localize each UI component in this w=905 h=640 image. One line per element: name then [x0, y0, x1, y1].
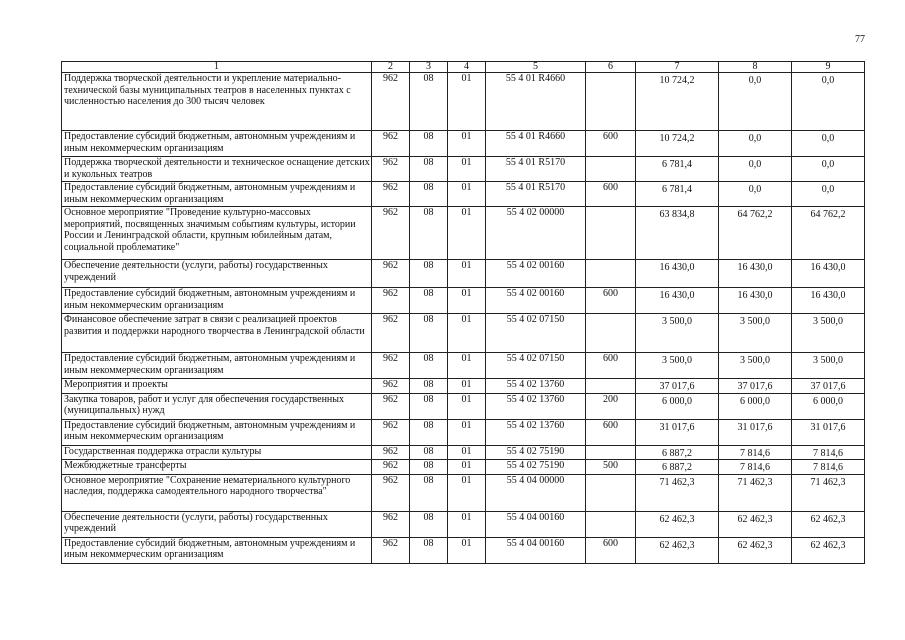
code-cell: 962 [372, 131, 410, 157]
subsection-cell: 01 [448, 182, 486, 207]
section-cell: 08 [410, 537, 448, 563]
code-cell: 962 [372, 260, 410, 288]
row-name-cell: Мероприятия и проекты [62, 379, 372, 394]
section-cell: 08 [410, 445, 448, 460]
subsection-cell: 01 [448, 445, 486, 460]
amount-year-3-cell: 0,0 [792, 131, 865, 157]
amount-year-2-cell: 16 430,0 [719, 288, 792, 314]
subsection-cell: 01 [448, 460, 486, 475]
row-name-cell: Предоставление субсидий бюджетным, автономным учреждениям и иным некоммерческим организациям [62, 182, 372, 207]
amount-year-3-cell: 3 500,0 [792, 353, 865, 379]
table-row [62, 537, 865, 563]
amount-year-2-cell: 64 762,2 [719, 207, 792, 260]
expense-type-cell [586, 379, 636, 394]
target-article-cell: 55 4 01 R5170 [486, 182, 586, 207]
amount-year-1-cell: 6 000,0 [636, 393, 719, 419]
expense-type-cell: 600 [586, 419, 636, 445]
column-header: 9 [792, 62, 865, 73]
section-cell: 08 [410, 157, 448, 182]
target-article-cell: 55 4 02 00000 [486, 207, 586, 260]
amount-year-1-cell: 62 462,3 [636, 537, 719, 563]
amount-year-3-cell: 7 814,6 [792, 460, 865, 475]
section-cell: 08 [410, 182, 448, 207]
amount-year-3-cell: 31 017,6 [792, 419, 865, 445]
expense-type-cell [586, 207, 636, 260]
code-cell: 962 [372, 73, 410, 131]
row-name-cell: Межбюджетные трансферты [62, 460, 372, 475]
section-cell: 08 [410, 288, 448, 314]
table-row [62, 182, 865, 207]
code-cell: 962 [372, 379, 410, 394]
table-body [62, 73, 865, 564]
expense-type-cell: 600 [586, 131, 636, 157]
target-article-cell: 55 4 02 13760 [486, 379, 586, 394]
section-cell: 08 [410, 511, 448, 537]
subsection-cell: 01 [448, 511, 486, 537]
section-cell: 08 [410, 131, 448, 157]
table-row [62, 511, 865, 537]
section-cell: 08 [410, 460, 448, 475]
row-name-cell: Предоставление субсидий бюджетным, автономным учреждениям и иным некоммерческим организациям [62, 419, 372, 445]
expense-type-cell [586, 73, 636, 131]
expense-type-cell: 600 [586, 353, 636, 379]
amount-year-2-cell: 62 462,3 [719, 511, 792, 537]
table-row [62, 288, 865, 314]
expense-type-cell [586, 157, 636, 182]
amount-year-3-cell: 64 762,2 [792, 207, 865, 260]
section-cell: 08 [410, 353, 448, 379]
table-row [62, 474, 865, 511]
amount-year-1-cell: 6 781,4 [636, 182, 719, 207]
column-header: 5 [486, 62, 586, 73]
subsection-cell: 01 [448, 131, 486, 157]
amount-year-2-cell: 37 017,6 [719, 379, 792, 394]
column-header: 3 [410, 62, 448, 73]
page-number: 77 [855, 34, 865, 45]
amount-year-3-cell: 3 500,0 [792, 314, 865, 353]
amount-year-3-cell: 6 000,0 [792, 393, 865, 419]
subsection-cell: 01 [448, 379, 486, 394]
target-article-cell: 55 4 02 75190 [486, 445, 586, 460]
code-cell: 962 [372, 445, 410, 460]
code-cell: 962 [372, 474, 410, 511]
expense-type-cell: 600 [586, 182, 636, 207]
amount-year-1-cell: 16 430,0 [636, 260, 719, 288]
code-cell: 962 [372, 419, 410, 445]
row-name-cell: Предоставление субсидий бюджетным, автономным учреждениям и иным некоммерческим организациям [62, 537, 372, 563]
expense-type-cell: 500 [586, 460, 636, 475]
section-cell: 08 [410, 73, 448, 131]
amount-year-2-cell: 16 430,0 [719, 260, 792, 288]
table-row [62, 131, 865, 157]
column-header: 4 [448, 62, 486, 73]
table-row [62, 379, 865, 394]
target-article-cell: 55 4 04 00160 [486, 511, 586, 537]
target-article-cell: 55 4 02 13760 [486, 419, 586, 445]
section-cell: 08 [410, 207, 448, 260]
table-row [62, 445, 865, 460]
target-article-cell: 55 4 02 07150 [486, 353, 586, 379]
code-cell: 962 [372, 314, 410, 353]
section-cell: 08 [410, 379, 448, 394]
row-name-cell: Обеспечение деятельности (услуги, работы) государственных учреждений [62, 511, 372, 537]
section-cell: 08 [410, 474, 448, 511]
amount-year-1-cell: 16 430,0 [636, 288, 719, 314]
row-name-cell: Государственная поддержка отрасли культуры [62, 445, 372, 460]
target-article-cell: 55 4 04 00000 [486, 474, 586, 511]
target-article-cell: 55 4 04 00160 [486, 537, 586, 563]
table-row [62, 260, 865, 288]
amount-year-2-cell: 0,0 [719, 73, 792, 131]
subsection-cell: 01 [448, 157, 486, 182]
expense-type-cell: 200 [586, 393, 636, 419]
target-article-cell: 55 4 01 R4660 [486, 131, 586, 157]
amount-year-2-cell: 62 462,3 [719, 537, 792, 563]
amount-year-3-cell: 62 462,3 [792, 537, 865, 563]
table-row [62, 393, 865, 419]
amount-year-2-cell: 0,0 [719, 157, 792, 182]
amount-year-1-cell: 10 724,2 [636, 73, 719, 131]
column-header: 1 [62, 62, 372, 73]
amount-year-2-cell: 3 500,0 [719, 314, 792, 353]
amount-year-2-cell: 0,0 [719, 182, 792, 207]
amount-year-1-cell: 6 887,2 [636, 445, 719, 460]
row-name-cell: Поддержка творческой деятельности и укрепление материально-технической базы муниципальных театров в населенных пунктах с численностью населения до 300 тысяч человек [62, 73, 372, 131]
row-name-cell: Финансовое обеспечение затрат в связи с реализацией проектов развития и поддержки народного творчества в Ленинградской области [62, 314, 372, 353]
target-article-cell: 55 4 02 00160 [486, 288, 586, 314]
amount-year-1-cell: 31 017,6 [636, 419, 719, 445]
subsection-cell: 01 [448, 288, 486, 314]
amount-year-2-cell: 31 017,6 [719, 419, 792, 445]
column-header: 2 [372, 62, 410, 73]
section-cell: 08 [410, 314, 448, 353]
amount-year-3-cell: 16 430,0 [792, 288, 865, 314]
row-name-cell: Обеспечение деятельности (услуги, работы) государственных учреждений [62, 260, 372, 288]
amount-year-1-cell: 37 017,6 [636, 379, 719, 394]
header-row [62, 62, 865, 73]
target-article-cell: 55 4 01 R4660 [486, 73, 586, 131]
amount-year-1-cell: 63 834,8 [636, 207, 719, 260]
table-row [62, 314, 865, 353]
amount-year-2-cell: 6 000,0 [719, 393, 792, 419]
column-header: 6 [586, 62, 636, 73]
target-article-cell: 55 4 02 75190 [486, 460, 586, 475]
target-article-cell: 55 4 02 07150 [486, 314, 586, 353]
amount-year-1-cell: 3 500,0 [636, 353, 719, 379]
subsection-cell: 01 [448, 314, 486, 353]
amount-year-2-cell: 71 462,3 [719, 474, 792, 511]
code-cell: 962 [372, 207, 410, 260]
code-cell: 962 [372, 537, 410, 563]
amount-year-2-cell: 3 500,0 [719, 353, 792, 379]
expense-type-cell [586, 260, 636, 288]
expense-type-cell [586, 314, 636, 353]
row-name-cell: Основное мероприятие "Сохранение нематериального культурного наследия, поддержка самодеятельного народного творчества" [62, 474, 372, 511]
amount-year-3-cell: 7 814,6 [792, 445, 865, 460]
row-name-cell: Предоставление субсидий бюджетным, автономным учреждениям и иным некоммерческим организациям [62, 353, 372, 379]
amount-year-3-cell: 37 017,6 [792, 379, 865, 394]
amount-year-2-cell: 0,0 [719, 131, 792, 157]
amount-year-3-cell: 62 462,3 [792, 511, 865, 537]
row-name-cell: Предоставление субсидий бюджетным, автономным учреждениям и иным некоммерческим организациям [62, 131, 372, 157]
amount-year-2-cell: 7 814,6 [719, 445, 792, 460]
subsection-cell: 01 [448, 260, 486, 288]
expense-type-cell [586, 445, 636, 460]
amount-year-1-cell: 3 500,0 [636, 314, 719, 353]
expense-type-cell: 600 [586, 537, 636, 563]
code-cell: 962 [372, 288, 410, 314]
table-row [62, 460, 865, 475]
expense-type-cell [586, 511, 636, 537]
expense-type-cell: 600 [586, 288, 636, 314]
code-cell: 962 [372, 182, 410, 207]
table-row [62, 353, 865, 379]
amount-year-1-cell: 62 462,3 [636, 511, 719, 537]
table-row [62, 157, 865, 182]
subsection-cell: 01 [448, 474, 486, 511]
section-cell: 08 [410, 419, 448, 445]
subsection-cell: 01 [448, 393, 486, 419]
budget-table [61, 61, 865, 564]
column-header: 8 [719, 62, 792, 73]
row-name-cell: Закупка товаров, работ и услуг для обеспечения государственных (муниципальных) нужд [62, 393, 372, 419]
amount-year-3-cell: 71 462,3 [792, 474, 865, 511]
section-cell: 08 [410, 260, 448, 288]
amount-year-3-cell: 0,0 [792, 73, 865, 131]
amount-year-2-cell: 7 814,6 [719, 460, 792, 475]
target-article-cell: 55 4 02 00160 [486, 260, 586, 288]
amount-year-1-cell: 6 781,4 [636, 157, 719, 182]
amount-year-3-cell: 0,0 [792, 157, 865, 182]
row-name-cell: Основное мероприятие "Проведение культурно-массовых мероприятий, посвященных значимым событиям культуры, истории России и Ленинградской области, крупным юбилейным датам, социальной проблематике" [62, 207, 372, 260]
table-row [62, 73, 865, 131]
table-row [62, 419, 865, 445]
table-row [62, 207, 865, 260]
amount-year-1-cell: 71 462,3 [636, 474, 719, 511]
code-cell: 962 [372, 393, 410, 419]
target-article-cell: 55 4 02 13760 [486, 393, 586, 419]
subsection-cell: 01 [448, 353, 486, 379]
row-name-cell: Предоставление субсидий бюджетным, автономным учреждениям и иным некоммерческим организациям [62, 288, 372, 314]
expense-type-cell [586, 474, 636, 511]
subsection-cell: 01 [448, 207, 486, 260]
subsection-cell: 01 [448, 419, 486, 445]
subsection-cell: 01 [448, 537, 486, 563]
subsection-cell: 01 [448, 73, 486, 131]
target-article-cell: 55 4 01 R5170 [486, 157, 586, 182]
code-cell: 962 [372, 353, 410, 379]
row-name-cell: Поддержка творческой деятельности и техническое оснащение детских и кукольных театров [62, 157, 372, 182]
section-cell: 08 [410, 393, 448, 419]
code-cell: 962 [372, 511, 410, 537]
code-cell: 962 [372, 157, 410, 182]
code-cell: 962 [372, 460, 410, 475]
amount-year-3-cell: 0,0 [792, 182, 865, 207]
column-header: 7 [636, 62, 719, 73]
amount-year-1-cell: 10 724,2 [636, 131, 719, 157]
amount-year-3-cell: 16 430,0 [792, 260, 865, 288]
amount-year-1-cell: 6 887,2 [636, 460, 719, 475]
